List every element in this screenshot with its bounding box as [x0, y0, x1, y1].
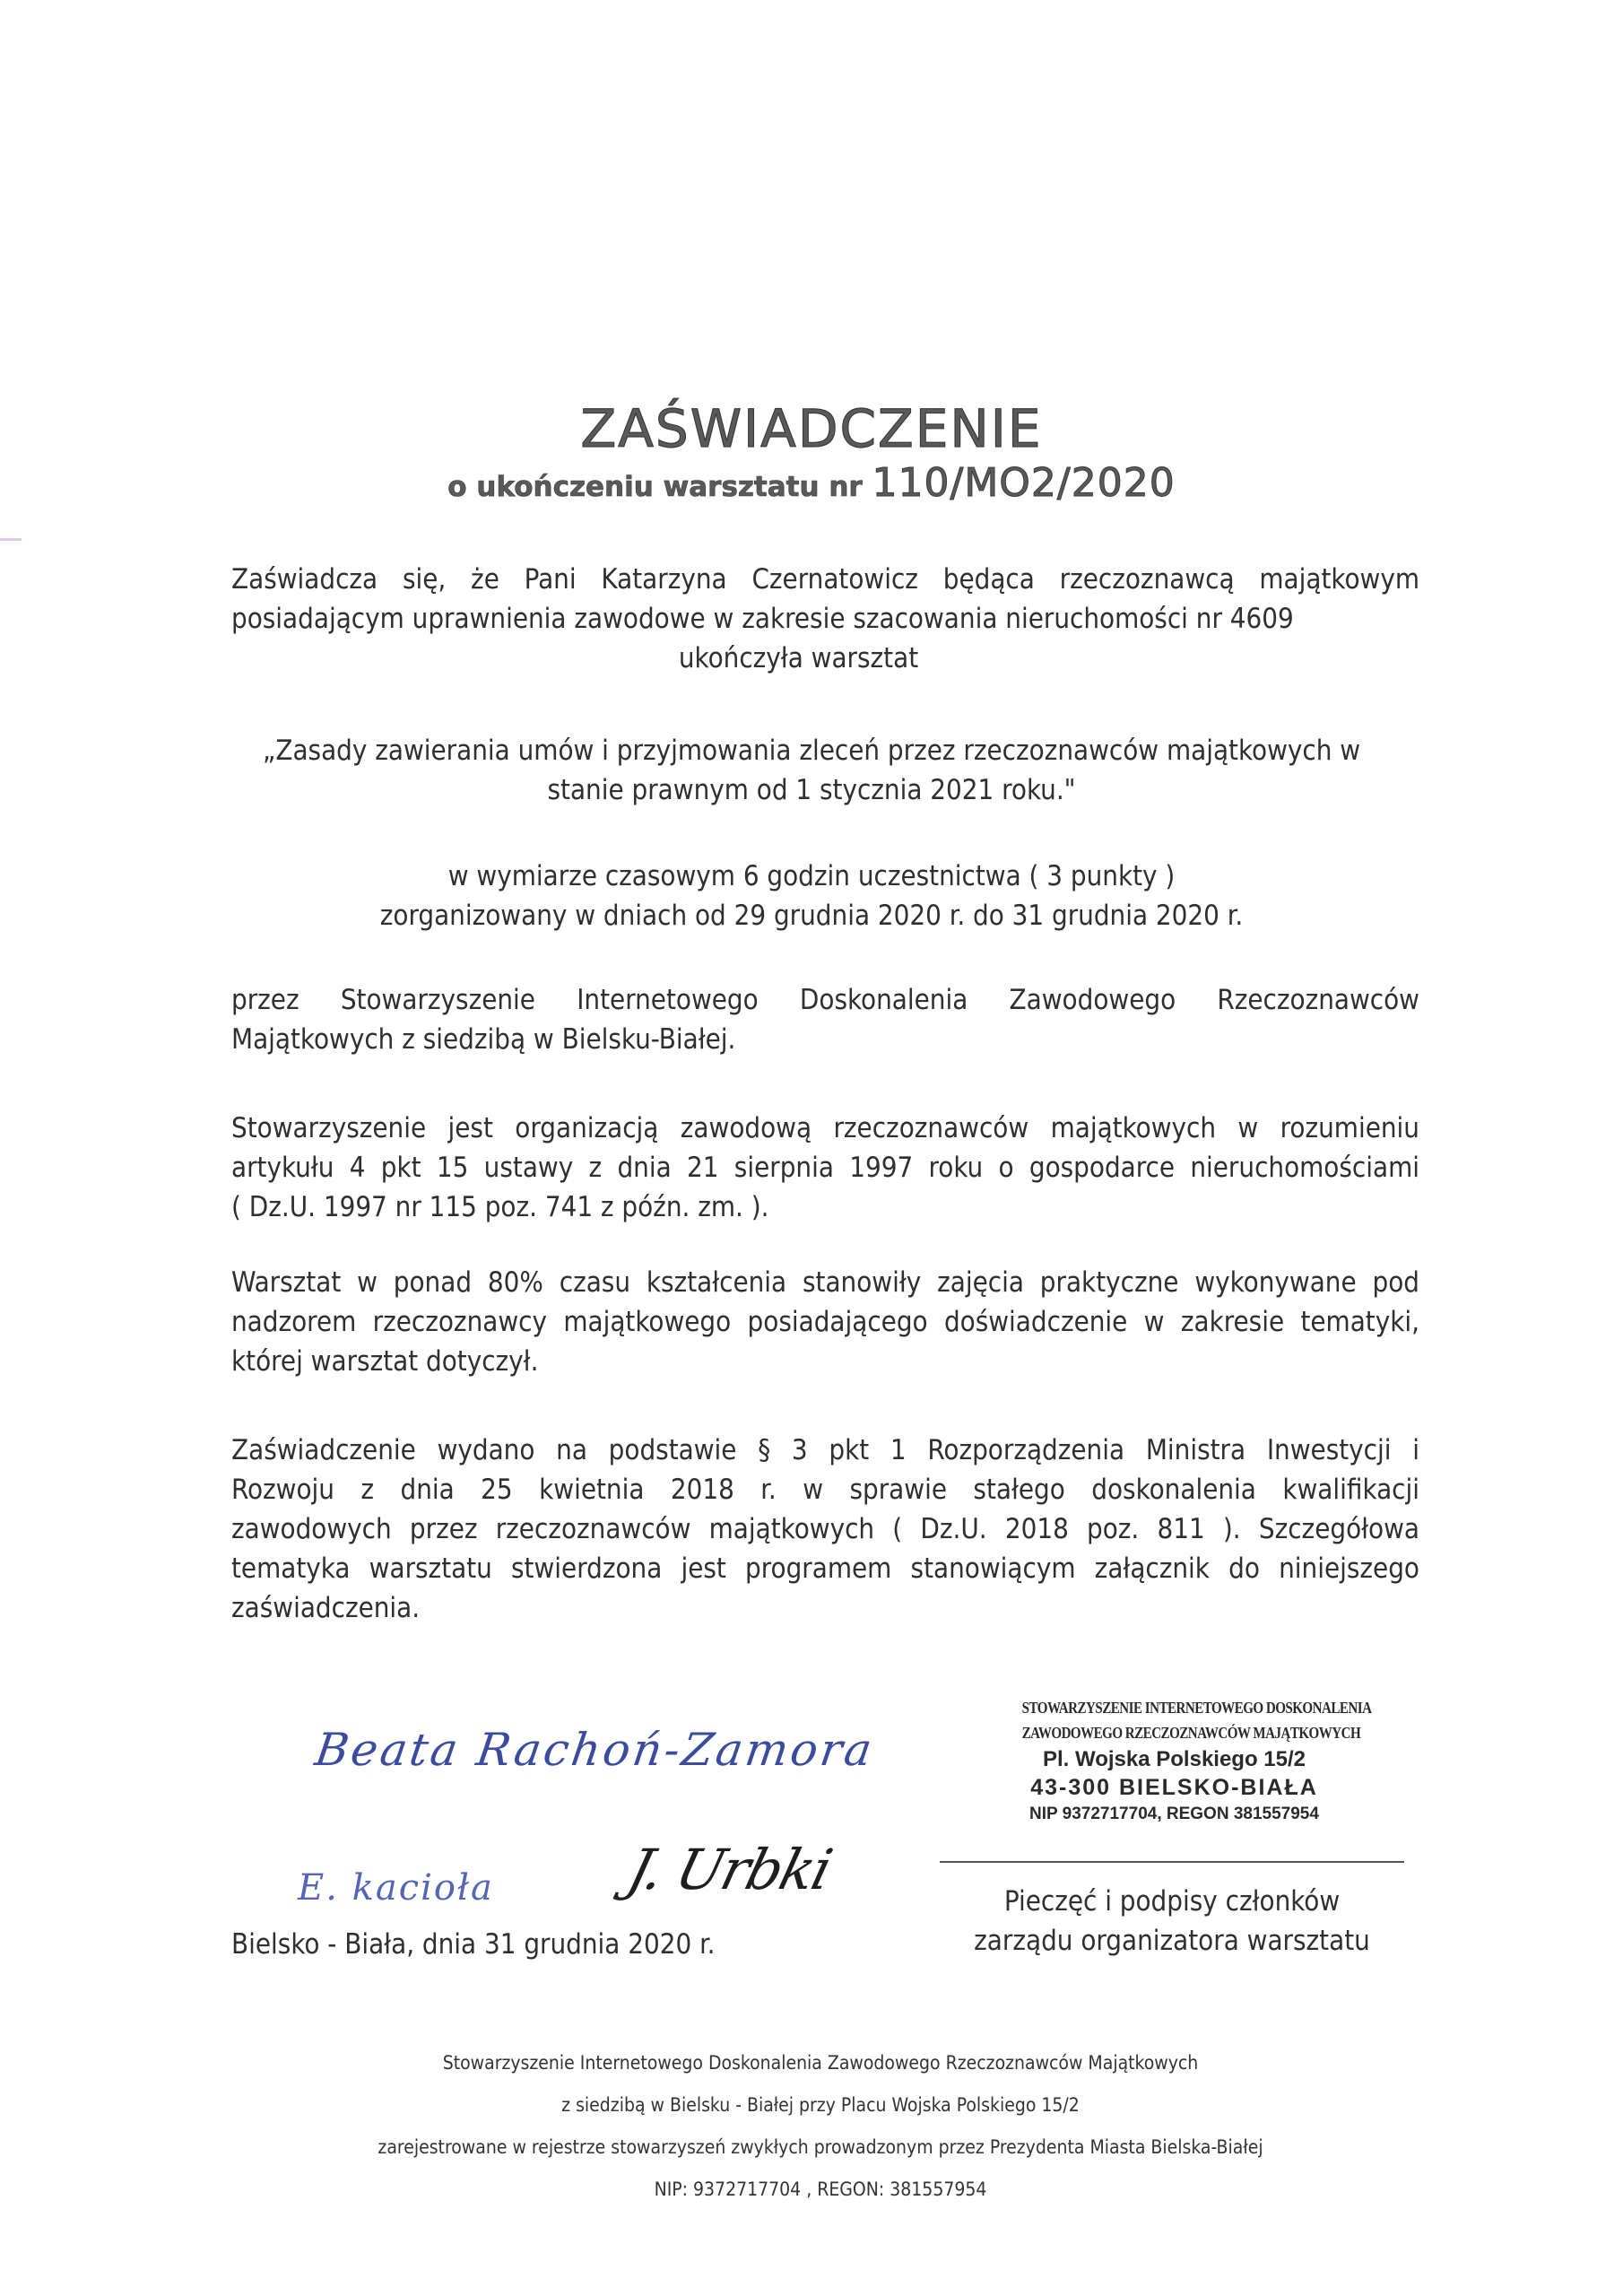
- text-line: Warsztat w ponad 80% czasu kształcenia stanowiły zajęcia praktyczne wykonywane pod: [231, 1266, 1419, 1299]
- paragraph-duration: [0, 857, 1623, 935]
- text-line: „Zasady zawierania umów i przyjmowania zleceń przez rzeczoznawców majątkowych w: [262, 735, 1361, 767]
- text-line: ukończyła warsztat: [678, 642, 919, 674]
- document-subtitle: [0, 459, 1623, 516]
- signature-caption: [940, 1882, 1404, 1961]
- text-line: Zaświadczenie wydano na podstawie § 3 pkt 1 Rozporządzenia Ministra Inwestycji i: [231, 1434, 1419, 1466]
- text-line: zorganizowany w dniach od 29 grudnia 2020 r. do 31 grudnia 2020 r.: [379, 900, 1244, 932]
- text-line: Rozwoju z dnia 25 kwietnia 2018 r. w sprawie stałego doskonalenia kwalifikacji: [231, 1474, 1419, 1506]
- subtitle-lead: o ukończeniu warsztatu nr: [447, 471, 872, 503]
- workshop-number: 110/MO2/2020: [872, 460, 1176, 506]
- text-line: artykułu 4 pkt 15 ustawy z dnia 21 sierpnia 1997 roku o gospodarce nieruchomościami: [231, 1152, 1419, 1184]
- signature-beata: Beata Rachoń-Zamora: [311, 1724, 878, 1776]
- paragraph-legal-basis: [231, 1431, 1419, 1628]
- paragraph-workshop-title: [0, 731, 1623, 810]
- text-line: nadzorem rzeczoznawcy majątkowego posiadającego doświadczenie w zakresie tematyki,: [231, 1306, 1419, 1338]
- text-line: stanie prawnym od 1 stycznia 2021 roku.": [547, 774, 1076, 806]
- paragraph-association: [231, 1109, 1419, 1227]
- caption-line: zarządu organizatora warsztatu: [974, 1925, 1370, 1957]
- footer-line: Stowarzyszenie Internetowego Doskonalenia Zawodowego Rzeczoznawców Majątkowych: [442, 2052, 1199, 2074]
- text-line: zawodowych przez rzeczoznawców majątkowych ( Dz.U. 2018 poz. 811 ). Szczegółowa: [231, 1513, 1419, 1545]
- text-line: w wymiarze czasowym 6 godzin uczestnictwa ( 3 punkty ): [447, 860, 1176, 892]
- stamp-line-city: 43-300 BIELSKO-BIAŁA: [1030, 1775, 1318, 1800]
- scan-artifact-mark: [0, 538, 22, 541]
- paragraph-organizer: [231, 980, 1419, 1059]
- stamp-line-name-1: STOWARZYSZENIE INTERNETOWEGO DOSKONALENIA: [1021, 1699, 1372, 1717]
- paragraph-intro: [231, 560, 1419, 678]
- text-line: zaświadczenia.: [231, 1592, 421, 1624]
- footer-line: NIP: 9372717704 , REGON: 381557954: [654, 2179, 987, 2200]
- caption-line: Pieczęć i podpisy członków: [1003, 1885, 1341, 1918]
- footer-line: z siedzibą w Bielsku - Białej przy Placu Wojska Polskiego 15/2: [561, 2094, 1080, 2116]
- text-line: Stowarzyszenie jest organizacją zawodową rzeczoznawców majątkowych w rozumieniu: [231, 1112, 1419, 1144]
- stamp-line-street: Pl. Wojska Polskiego 15/2: [1042, 1747, 1306, 1771]
- stamp-line-name-2: ZAWODOWEGO RZECZOZNAWCÓW MAJĄTKOWYCH: [1021, 1724, 1361, 1742]
- document-title: ZAŚWIADCZENIE: [580, 398, 1043, 459]
- text-line: której warsztat dotyczył.: [231, 1345, 539, 1378]
- organization-stamp: [997, 1695, 1372, 1828]
- footer-line: zarejestrowane w rejestrze stowarzyszeń zwykłych prowadzonym przez Prezydenta Miasta Bielska-Białej: [378, 2136, 1263, 2158]
- text-line: ( Dz.U. 1997 nr 115 poz. 741 z późn. zm. ).: [231, 1191, 769, 1223]
- signature-e: E. kacioła: [298, 1867, 494, 1909]
- text-line: przez Stowarzyszenie Internetowego Doskonalenia Zawodowego Rzeczoznawców: [231, 984, 1419, 1016]
- signature-j: J. Urbki: [621, 1837, 838, 1902]
- text-line: posiadającym uprawnienia zawodowe w zakresie szacowania nieruchomości nr 4609: [231, 603, 1294, 635]
- stamp-line-ids: NIP 9372717704, REGON 381557954: [1029, 1805, 1319, 1823]
- footer: [0, 2042, 1623, 2211]
- text-line: Zaświadcza się, że Pani Katarzyna Czernatowicz będąca rzeczoznawcą majątkowym: [231, 563, 1419, 596]
- text-line: tematyka warsztatu stwierdzona jest programem stanowiącym załącznik do niniejszego: [231, 1552, 1419, 1585]
- text-line: Majątkowych z siedzibą w Bielsku-Białej.: [231, 1023, 736, 1056]
- place-and-date: Bielsko - Biała, dnia 31 grudnia 2020 r.: [231, 1928, 716, 1961]
- signature-line: [940, 1861, 1404, 1863]
- paragraph-practical: [231, 1263, 1419, 1381]
